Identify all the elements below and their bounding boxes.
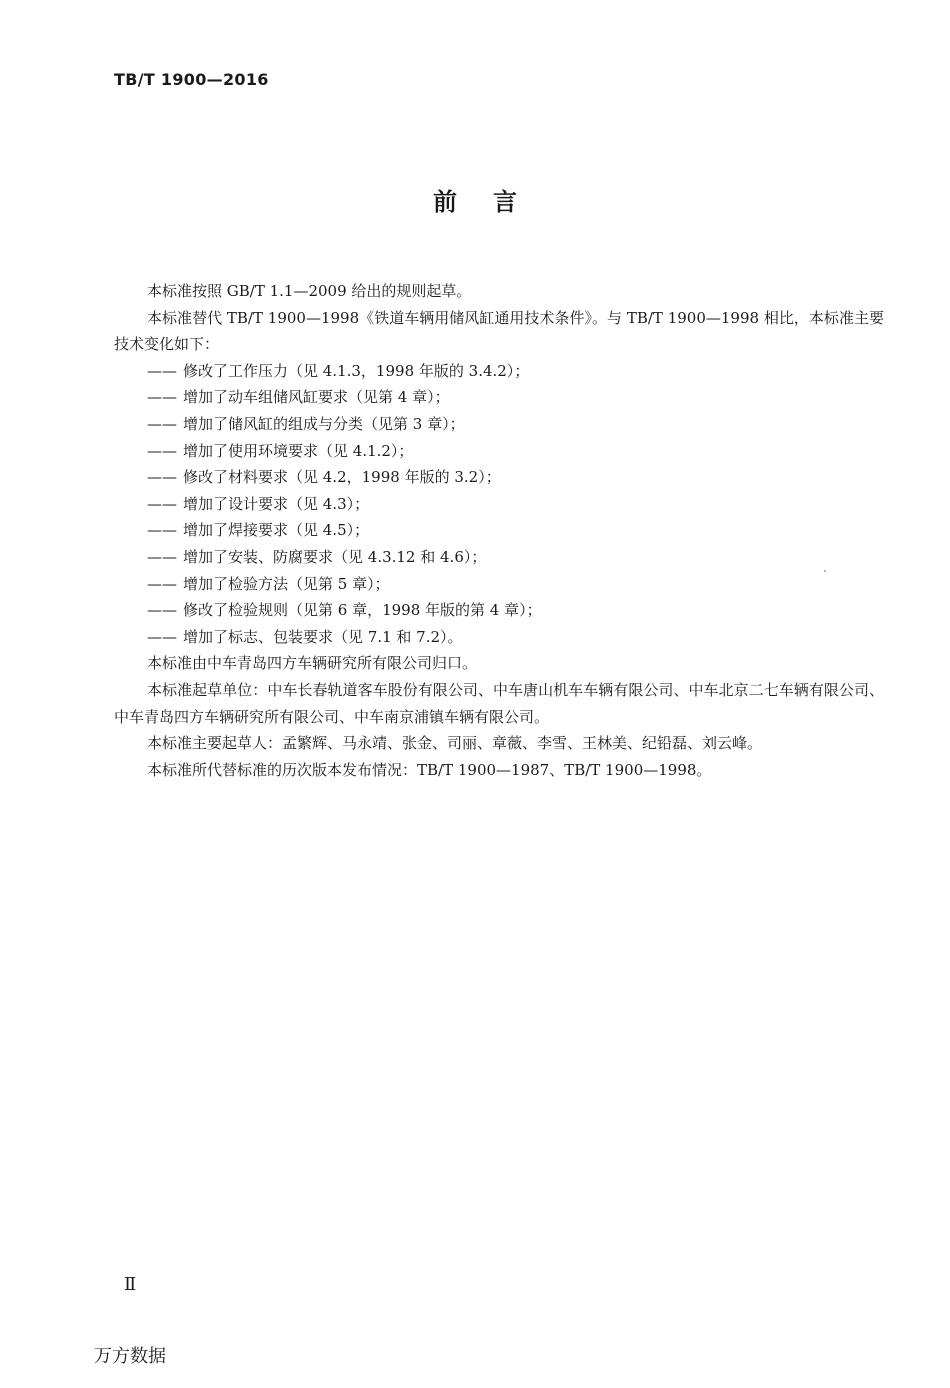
intro-paragraph-1: 本标准按照 GB/T 1.1—2009 给出的规则起草。 xyxy=(147,282,472,300)
list-item-text: 增加了标志、包装要求（见 7.1 和 7.2）。 xyxy=(183,627,463,646)
list-item xyxy=(114,491,884,518)
change-list xyxy=(114,358,884,651)
list-item xyxy=(114,571,884,598)
list-item xyxy=(114,411,884,438)
standard-code: TB/T 1900—2016 xyxy=(114,70,269,89)
list-dash: —— xyxy=(147,627,177,646)
list-dash: —— xyxy=(147,468,177,487)
source-watermark: 万方数据 xyxy=(94,1346,166,1367)
page-number: Ⅱ xyxy=(124,1274,137,1295)
list-item-text: 增加了储风缸的组成与分类（见第 3 章）； xyxy=(183,414,465,433)
list-dash: —— xyxy=(147,521,177,540)
list-dash: —— xyxy=(147,601,177,620)
drafting-units-paragraph: 本标准起草单位：中车长春轨道客车股份有限公司、中车唐山机车车辆有限公司、中车北京二七车辆有限公司、中车青岛四方车辆研究所有限公司、中车南京浦镇车辆有限公司。 xyxy=(114,680,884,726)
list-item-text: 增加了检验方法（见第 5 章）； xyxy=(183,574,390,593)
intro-paragraph-2: 本标准替代 TB/T 1900—1998《铁道车辆用储风缸通用技术条件》。与 TB/T 1900—1998 相比，本标准主要技术变化如下： xyxy=(114,308,884,354)
list-item-text: 修改了检验规则（见第 6 章，1998 年版的第 4 章）； xyxy=(183,601,542,620)
list-item-text: 增加了焊接要求（见 4.5）； xyxy=(183,521,370,540)
list-item-text: 增加了使用环境要求（见 4.1.2）； xyxy=(183,441,414,460)
list-item xyxy=(114,544,884,571)
list-item xyxy=(114,517,884,544)
list-item xyxy=(114,624,884,651)
responsible-unit-paragraph: 本标准由中车青岛四方车辆研究所有限公司归口。 xyxy=(147,654,478,673)
drafters-paragraph: 本标准主要起草人：孟繁辉、马永靖、张金、司丽、章薇、李雪、王林美、纪铅磊、刘云峰。 xyxy=(147,734,763,753)
list-item-text: 修改了材料要求（见 4.2，1998 年版的 3.2）； xyxy=(183,468,501,487)
list-item xyxy=(114,597,884,624)
page-title: 前言 xyxy=(433,188,553,216)
list-item xyxy=(114,438,884,465)
list-item xyxy=(114,464,884,491)
scan-speck xyxy=(824,570,826,572)
list-item-text: 增加了动车组储风缸要求（见第 4 章）； xyxy=(183,388,450,407)
list-dash: —— xyxy=(147,441,177,460)
list-dash: —— xyxy=(147,388,177,407)
list-item-text: 增加了设计要求（见 4.3）； xyxy=(183,494,370,513)
list-dash: —— xyxy=(147,494,177,513)
list-item xyxy=(114,384,884,411)
list-item-text: 增加了安装、防腐要求（见 4.3.12 和 4.6）； xyxy=(183,547,487,566)
document-body xyxy=(114,278,884,783)
version-history-paragraph: 本标准所代替标准的历次版本发布情况：TB/T 1900—1987、TB/T 1900—1998。 xyxy=(147,760,712,779)
list-dash: —— xyxy=(147,574,177,593)
list-dash: —— xyxy=(147,547,177,566)
list-item xyxy=(114,358,884,385)
list-dash: —— xyxy=(147,414,177,433)
list-dash: —— xyxy=(147,361,177,380)
list-item-text: 修改了工作压力（见 4.1.3，1998 年版的 3.4.2）； xyxy=(183,361,530,380)
